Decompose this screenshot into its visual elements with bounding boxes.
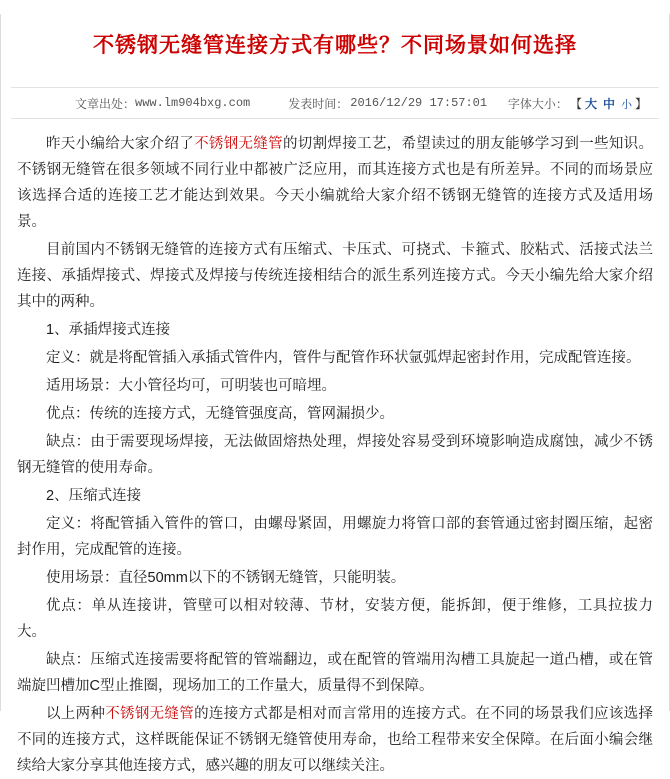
paragraph-text: 的切割焊接工艺，希望读过的朋友能够学习到一些知识。不锈钢无缝管在很多领域不同行业中都被广泛应用，而其连接方式也是有所差异。不同的而场景应该选择合适的连接工艺才能达到效果。今天小编就给大家介绍不锈钢无缝管的连接方式及适用场景。 (17, 136, 653, 231)
paragraph-text: 定义：将配管插入管件的管口，由螺母紧固，用螺旋力将管口部的套管通过密封圈压缩，起密封作用，完成配管的连接。 (17, 516, 653, 559)
article-paragraph (17, 345, 653, 371)
paragraph-text: 使用场景：直径50mm以下的不锈钢无缝管，只能明装。 (46, 570, 406, 587)
font-size-large-button[interactable]: 大 (584, 96, 597, 111)
meta-source-value: www.lm904bxg.com (135, 96, 251, 111)
highlighted-term: 不锈钢无缝管 (194, 136, 283, 153)
article-page (0, 14, 670, 775)
article-paragraph (17, 317, 653, 343)
article-paragraph (17, 565, 653, 591)
paragraph-text: 定义：就是将配管插入承插式管件内，管件与配管作环状氩弧焊起密封作用，完成配管连接。 (46, 350, 641, 367)
paragraph-text: 缺点：由于需要现场焊接，无法做固熔热处理，焊接处容易受到环境影响造成腐蚀，减少不锈钢无缝管的使用寿命。 (17, 434, 653, 477)
article-paragraph (17, 373, 653, 399)
page-title: 不锈钢无缝管连接方式有哪些？不同场景如何选择 (93, 34, 577, 58)
meta-source (75, 95, 250, 112)
meta-source-label: 文章出处： (75, 96, 136, 111)
article-paragraph (17, 131, 653, 235)
article-meta-bar (11, 87, 659, 119)
paragraph-text: 的连接方式都是相对而言常用的连接方式。在不同的场景我们应该选择不同的连接方式，这样既能保证不锈钢无缝管使用寿命，也给工程带来安全保障。在后面小编会继续给大家分享其他连接方式，感兴趣的朋友可以继续关注。 (17, 706, 653, 775)
bracket-right: 】 (634, 96, 647, 111)
font-size-control (508, 95, 647, 112)
paragraph-text: 优点：传统的连接方式，无缝管强度高，管网漏损少。 (46, 406, 394, 423)
paragraph-text: 适用场景：大小管径均可，可明装也可暗埋。 (46, 378, 336, 395)
font-size-small-button[interactable]: 小 (620, 98, 632, 111)
font-size-label: 字体大小： (507, 96, 568, 111)
meta-date-label: 发表时间： (288, 96, 349, 111)
paragraph-text: 2、压缩式连接 (46, 488, 142, 505)
article-body (1, 119, 669, 779)
paragraph-text: 以上两种 (46, 706, 106, 723)
article-paragraph (17, 429, 653, 481)
article-paragraph (17, 401, 653, 427)
paragraph-text: 目前国内不锈钢无缝管的连接方式有压缩式、卡压式、可挠式、卡箍式、胶粘式、活接式法兰连接、承插焊接式、焊接式及焊接与传统连接相结合的派生系列连接方式。今天小编先给大家介绍其中的两种。 (17, 242, 653, 311)
bracket-left: 【 (569, 96, 582, 111)
highlighted-term: 不锈钢无缝管 (105, 706, 195, 723)
article-paragraph (17, 593, 653, 645)
article-paragraph (17, 237, 653, 315)
meta-date (288, 95, 487, 112)
paragraph-text: 1、承插焊接式连接 (46, 322, 171, 339)
paragraph-text: 昨天小编给大家介绍了 (46, 136, 195, 153)
font-size-options (570, 95, 647, 112)
article-paragraph (17, 701, 653, 779)
article-paragraph (17, 511, 653, 563)
paragraph-text: 缺点：压缩式连接需要将配管的管端翻边，或在配管的管端用沟槽工具旋起一道凸槽，或在管端旋凹槽加C型止推圈，现场加工的工作量大，质量得不到保障。 (17, 652, 653, 695)
meta-date-value: 2016/12/29 17:57:01 (350, 96, 488, 111)
article-paragraph (17, 483, 653, 509)
paragraph-text: 优点：单从连接讲，管壁可以相对较薄、节材，安装方便，能拆卸，便于维修，工具拉拔力大。 (17, 598, 653, 641)
font-size-medium-button[interactable]: 中 (602, 96, 615, 111)
article-paragraph (17, 647, 653, 699)
